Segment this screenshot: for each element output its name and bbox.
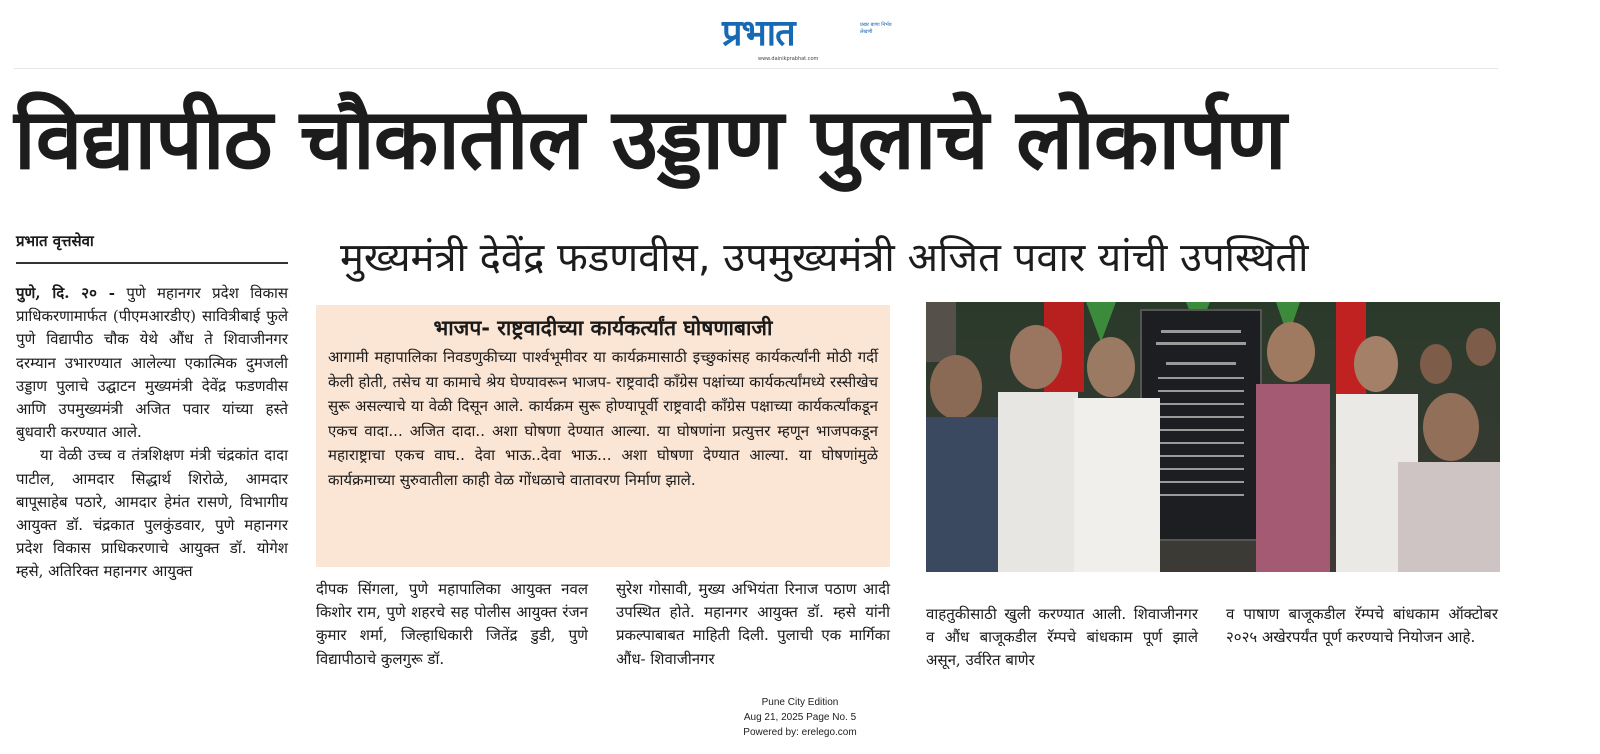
byline-divider (16, 262, 288, 264)
article-headline: विद्यापीठ चौकातील उड्डाण पुलाचे लोकार्पण (14, 90, 1286, 188)
masthead-tagline: प्रखर बाणा निर्भय लेखणी (860, 22, 892, 35)
masthead (700, 12, 900, 64)
sidebar-title: भाजप- राष्ट्रवादीच्या कार्यकर्त्यांत घोषणाबाजी (433, 316, 773, 340)
article-byline: प्रभात वृत्तसेवा (16, 232, 94, 250)
footer-date-page: Aug 21, 2025 Page No. 5 (743, 712, 857, 723)
news-photo (926, 302, 1500, 572)
article-column-1 (16, 282, 288, 584)
footer-edition: Pune City Edition (761, 697, 839, 708)
sidebar-box (316, 305, 890, 567)
article-column-3: सुरेश गोसावी, मुख्य अभियंता रिनाज पठाण आदी उपस्थित होते. महानगर आयुक्त डॉ. म्हसे यांनी प्रकल्पाबाबत माहिती दिली. पुलाची एक मार्गिका औंध- शिवाजीनगर (616, 580, 890, 668)
article-paragraph (16, 282, 288, 444)
photo-illustration (926, 302, 1500, 572)
header-divider (14, 68, 1498, 69)
article-paragraph: या वेळी उच्च व तंत्रशिक्षण मंत्री चंद्रकांत दादा पाटील, आमदार सिद्धार्थ शिरोळे, आमदार बापूसाहेब पठारे, आमदार हेमंत रासणे, विभागीय आयुक्त डॉ. चंद्रकात पुलकुंडवार, पुणे महानगर प्रदेश विकास प्राधिकरणाचे आयुक्त डॉ. योगेश म्हसे, अतिरिक्त महानगर आयुक्त (16, 446, 288, 581)
page-footer (700, 695, 900, 740)
masthead-url: www.dainikprabhat.com (758, 56, 819, 62)
article-text: पुणे महानगर प्रदेश विकास प्राधिकरणामार्फत (पीएमआरडीए) सावित्रीबाई फुले पुणे विद्यापीठ चौक येथे औंध ते शिवाजीनगर दरम्यान उभारण्यात आलेल्या एकात्मिक दुमजली उड्डाण पुलाचे उद्घाटन मुख्यमंत्री देवेंद्र फडणवीस आणि उपमुख्यमंत्री अजित पवार यांच्या हस्ते बुधवारी करण्यात आले. (16, 284, 288, 442)
article-column-5: व पाषाण बाजूकडील रॅम्पचे बांधकाम ऑक्टोबर २०२५ अखेरपर्यंत पूर्ण करण्याचे नियोजन आहे. (1226, 605, 1498, 647)
masthead-logo: प्रभात (722, 13, 795, 54)
footer-powered-by: Powered by: erelego.com (743, 727, 857, 738)
article-dateline: पुणे, दि. २० - (16, 284, 115, 302)
article-subheadline: मुख्यमंत्री देवेंद्र फडणवीस, उपमुख्यमंत्री अजित पवार यांची उपस्थिती (340, 235, 1309, 281)
article-column-2: दीपक सिंगला, पुणे महापालिका आयुक्त नवल किशोर राम, पुणे शहरचे सह पोलीस आयुक्त रंजन कुमार शर्मा, जिल्हाधिकारी जितेंद्र डुडी, पुणे विद्यापीठाचे कुलगुरू डॉ. (316, 580, 588, 668)
sidebar-body: आगामी महापालिका निवडणुकीच्या पार्श्वभूमीवर या कार्यक्रमासाठी इच्छुकांसह कार्यकर्त्यांनी मोठी गर्दी केली होती, तसेच या कामाचे श्रेय घेण्यावरून भाजप- राष्ट्रवादी काँग्रेस पक्षांच्या कार्यकर्त्यांमध्ये रस्सीखेच सुरू असल्याचे या वेळी दिसून आले. कार्यक्रम सुरू होण्यापूर्वी राष्ट्रवादी काँग्रेस पक्षाच्या कार्यकर्त्यांकडून एकच वादा... अजित दादा.. अशा घोषणा देण्यात आल्या. या घोषणांना प्रत्युत्तर म्हणून भाजपकडून महाराष्ट्राचा एकच वाघ.. देवा भाऊ..देवा भाऊ... अशा घोषणा देण्यात आल्या. या घोषणांमुळे कार्यक्रमाच्या सुरुवातीला काही वेळ गोंधळाचे वातावरण निर्माण झाले. (328, 348, 878, 489)
article-column-4: वाहतुकीसाठी खुली करण्यात आली. शिवाजीनगर व औंध बाजूकडील रॅम्पचे बांधकाम पूर्ण झाले असून, उर्वरित बाणेर (926, 605, 1198, 670)
